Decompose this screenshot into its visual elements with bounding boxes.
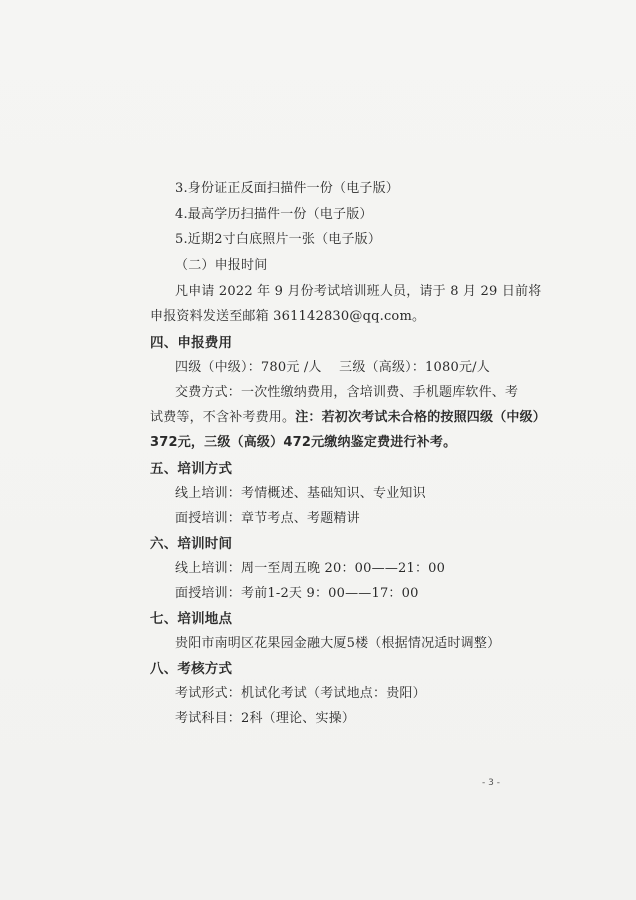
retake-note: 注：若初次考试未合格的按照四级（中级） — [295, 410, 547, 425]
payment-text-normal: 试费等，不含补考费用。 — [150, 410, 296, 425]
page-number: - 3 - — [482, 778, 500, 788]
exam-subjects: 考试科目：2科（理论、实操） — [175, 711, 356, 726]
payment-text-line2 — [150, 410, 546, 426]
section-4-heading: 四、申报费用 — [150, 335, 233, 351]
online-training-content: 线上培训：考情概述、基础知识、专业知识 — [175, 486, 426, 501]
section-7-heading: 七、培训地点 — [150, 611, 233, 627]
section-8-heading: 八、考核方式 — [150, 661, 233, 677]
retake-note-line2: 372元，三级（高级）472元缴纳鉴定费进行补考。 — [150, 435, 457, 450]
section-5-heading: 五、培训方式 — [150, 461, 233, 477]
list-item-diploma-scan: 4.最高学历扫描件一份（电子版） — [175, 207, 373, 222]
list-item-id-scan: 3.身份证正反面扫描件一份（电子版） — [175, 181, 400, 196]
section-2-text-line2: 申报资料发送至邮箱 361142830@qq.com。 — [150, 309, 426, 324]
section-6-heading: 六、培训时间 — [150, 536, 233, 552]
fees-text: 四级（中级）：780元 /人 三级（高级）：1080元/人 — [175, 360, 490, 375]
section-2-text-line1: 凡申请 2022 年 9 月份考试培训班人员，请于 8 月 29 日前将 — [175, 284, 542, 299]
section-2-title: （二）申报时间 — [175, 258, 268, 273]
payment-text-line1: 交费方式：一次性缴纳费用，含培训费、手机题库软件、考 — [175, 385, 519, 400]
offline-training-content: 面授培训：章节考点、考题精讲 — [175, 511, 360, 526]
exam-form: 考试形式：机试化考试（考试地点：贵阳） — [175, 686, 426, 701]
offline-training-time: 面授培训：考前1-2天 9：00——17：00 — [175, 586, 419, 601]
online-training-time: 线上培训：周一至周五晚 20：00——21：00 — [175, 561, 446, 576]
list-item-photo: 5.近期2寸白底照片一张（电子版） — [175, 232, 382, 247]
training-address: 贵阳市南明区花果园金融大厦5楼（根据情况适时调整） — [175, 636, 501, 651]
